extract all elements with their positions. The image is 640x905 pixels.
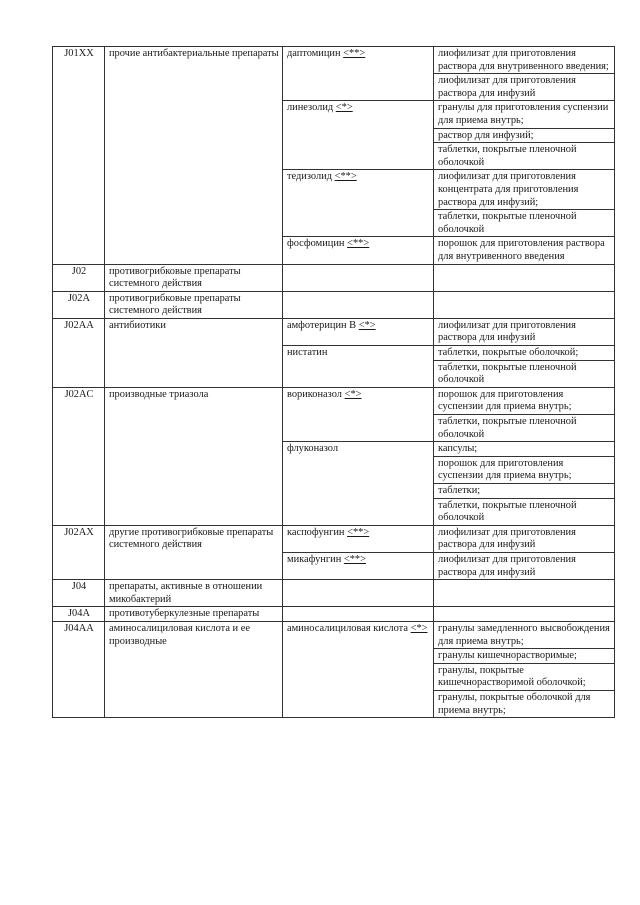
table-row <box>53 621 615 648</box>
dosage-form-cell: гранулы замедленного высвобождения для приема внутрь; <box>434 621 615 648</box>
group-name-cell: аминосалициловая кислота и ее производные <box>105 621 283 717</box>
dosage-form-cell: лиофилизат для приготовления концентрата для приготовления раствора для инфузий; <box>434 170 615 210</box>
dosage-form-cell: таблетки; <box>434 484 615 499</box>
dosage-form-cell: лиофилизат для приготовления раствора для внутривенного введения; <box>434 47 615 74</box>
group-name-cell: противогрибковые препараты системного действия <box>105 264 283 291</box>
drug-name-cell <box>283 237 434 264</box>
table-row <box>53 387 615 414</box>
footnote-mark: <*> <box>358 319 376 331</box>
footnote-mark: <*> <box>335 102 353 114</box>
drug-list-table <box>52 46 615 718</box>
dosage-form-cell: гранулы для приготовления суспензии для приема внутрь; <box>434 101 615 128</box>
atc-code-cell: J01XX <box>53 47 105 265</box>
drug-name-cell <box>283 607 434 622</box>
table-row <box>53 580 615 607</box>
drug-name: аминосалициловая кислота <box>287 622 408 634</box>
table-row <box>53 47 615 74</box>
drug-name: фосфомицин <box>287 238 345 250</box>
group-name-cell: противогрибковые препараты системного действия <box>105 291 283 318</box>
dosage-form-cell <box>434 264 615 291</box>
drug-name: амфотерицин В <box>287 319 357 331</box>
drug-name-cell <box>283 47 434 101</box>
atc-code-cell: J02A <box>53 291 105 318</box>
footnote-mark: <**> <box>347 526 370 538</box>
drug-name: микафунгин <box>287 553 342 565</box>
dosage-form-cell: гранулы, покрытые кишечнорастворимой оболочкой; <box>434 663 615 690</box>
dosage-form-cell: порошок для приготовления суспензии для приема внутрь; <box>434 456 615 483</box>
group-name-cell: прочие антибактериальные препараты <box>105 47 283 265</box>
dosage-form-cell: капсулы; <box>434 442 615 457</box>
atc-code-cell: J04A <box>53 607 105 622</box>
drug-name-cell <box>283 170 434 237</box>
dosage-form-cell: таблетки, покрытые оболочкой; <box>434 346 615 361</box>
drug-name: тедизолид <box>287 171 332 183</box>
drug-name-cell <box>283 101 434 170</box>
drug-name: нистатин <box>287 347 328 359</box>
dosage-form-cell: лиофилизат для приготовления раствора для инфузий <box>434 552 615 579</box>
dosage-form-cell: гранулы, покрытые оболочкой для приема внутрь; <box>434 690 615 717</box>
drug-name: вориконазол <box>287 388 342 400</box>
drug-name-cell <box>283 552 434 579</box>
drug-table-body <box>53 47 615 718</box>
table-row <box>53 525 615 552</box>
dosage-form-cell: таблетки, покрытые пленочной оболочкой <box>434 210 615 237</box>
dosage-form-cell: лиофилизат для приготовления раствора для инфузий <box>434 525 615 552</box>
group-name-cell: производные триазола <box>105 387 283 525</box>
atc-code-cell: J02 <box>53 264 105 291</box>
footnote-mark: <**> <box>343 48 366 59</box>
drug-name: линезолид <box>287 102 334 114</box>
table-row <box>53 318 615 345</box>
table-row <box>53 264 615 291</box>
drug-name-cell <box>283 621 434 717</box>
atc-code-cell: J04 <box>53 580 105 607</box>
dosage-form-cell: порошок для приготовления суспензии для приема внутрь; <box>434 387 615 414</box>
atc-code-cell: J02AX <box>53 525 105 579</box>
drug-name: даптомицин <box>287 48 341 59</box>
drug-name: каспофунгин <box>287 526 345 538</box>
drug-name-cell <box>283 580 434 607</box>
atc-code-cell: J04AA <box>53 621 105 717</box>
drug-name-cell <box>283 264 434 291</box>
group-name-cell: другие противогрибковые препараты системного действия <box>105 525 283 579</box>
dosage-form-cell: лиофилизат для приготовления раствора для инфузий <box>434 318 615 345</box>
dosage-form-cell <box>434 607 615 622</box>
drug-name-cell <box>283 442 434 526</box>
dosage-form-cell: лиофилизат для приготовления раствора для инфузий <box>434 74 615 101</box>
dosage-form-cell: таблетки, покрытые пленочной оболочкой <box>434 143 615 170</box>
dosage-form-cell <box>434 291 615 318</box>
drug-name-cell <box>283 525 434 552</box>
atc-code-cell: J02AA <box>53 318 105 387</box>
footnote-mark: <**> <box>347 238 370 250</box>
drug-name-cell <box>283 318 434 345</box>
dosage-form-cell: таблетки, покрытые пленочной оболочкой <box>434 498 615 525</box>
dosage-form-cell <box>434 580 615 607</box>
drug-name: флуконазол <box>287 443 339 455</box>
dosage-form-cell: таблетки, покрытые пленочной оболочкой <box>434 415 615 442</box>
group-name-cell: препараты, активные в отношении микобактерий <box>105 580 283 607</box>
drug-name-cell <box>283 291 434 318</box>
footnote-mark: <*> <box>344 388 362 400</box>
group-name-cell: антибиотики <box>105 318 283 387</box>
dosage-form-cell: раствор для инфузий; <box>434 128 615 143</box>
drug-name-cell <box>283 346 434 388</box>
dosage-form-cell: гранулы кишечнорастворимые; <box>434 649 615 664</box>
dosage-form-cell: таблетки, покрытые пленочной оболочкой <box>434 360 615 387</box>
group-name-cell: противотуберкулезные препараты <box>105 607 283 622</box>
dosage-form-cell: порошок для приготовления раствора для внутривенного введения <box>434 237 615 264</box>
drug-name-cell <box>283 387 434 441</box>
footnote-mark: <*> <box>410 622 428 634</box>
table-row <box>53 607 615 622</box>
footnote-mark: <**> <box>343 553 366 565</box>
atc-code-cell: J02AC <box>53 387 105 525</box>
footnote-mark: <**> <box>334 171 357 183</box>
table-row <box>53 291 615 318</box>
